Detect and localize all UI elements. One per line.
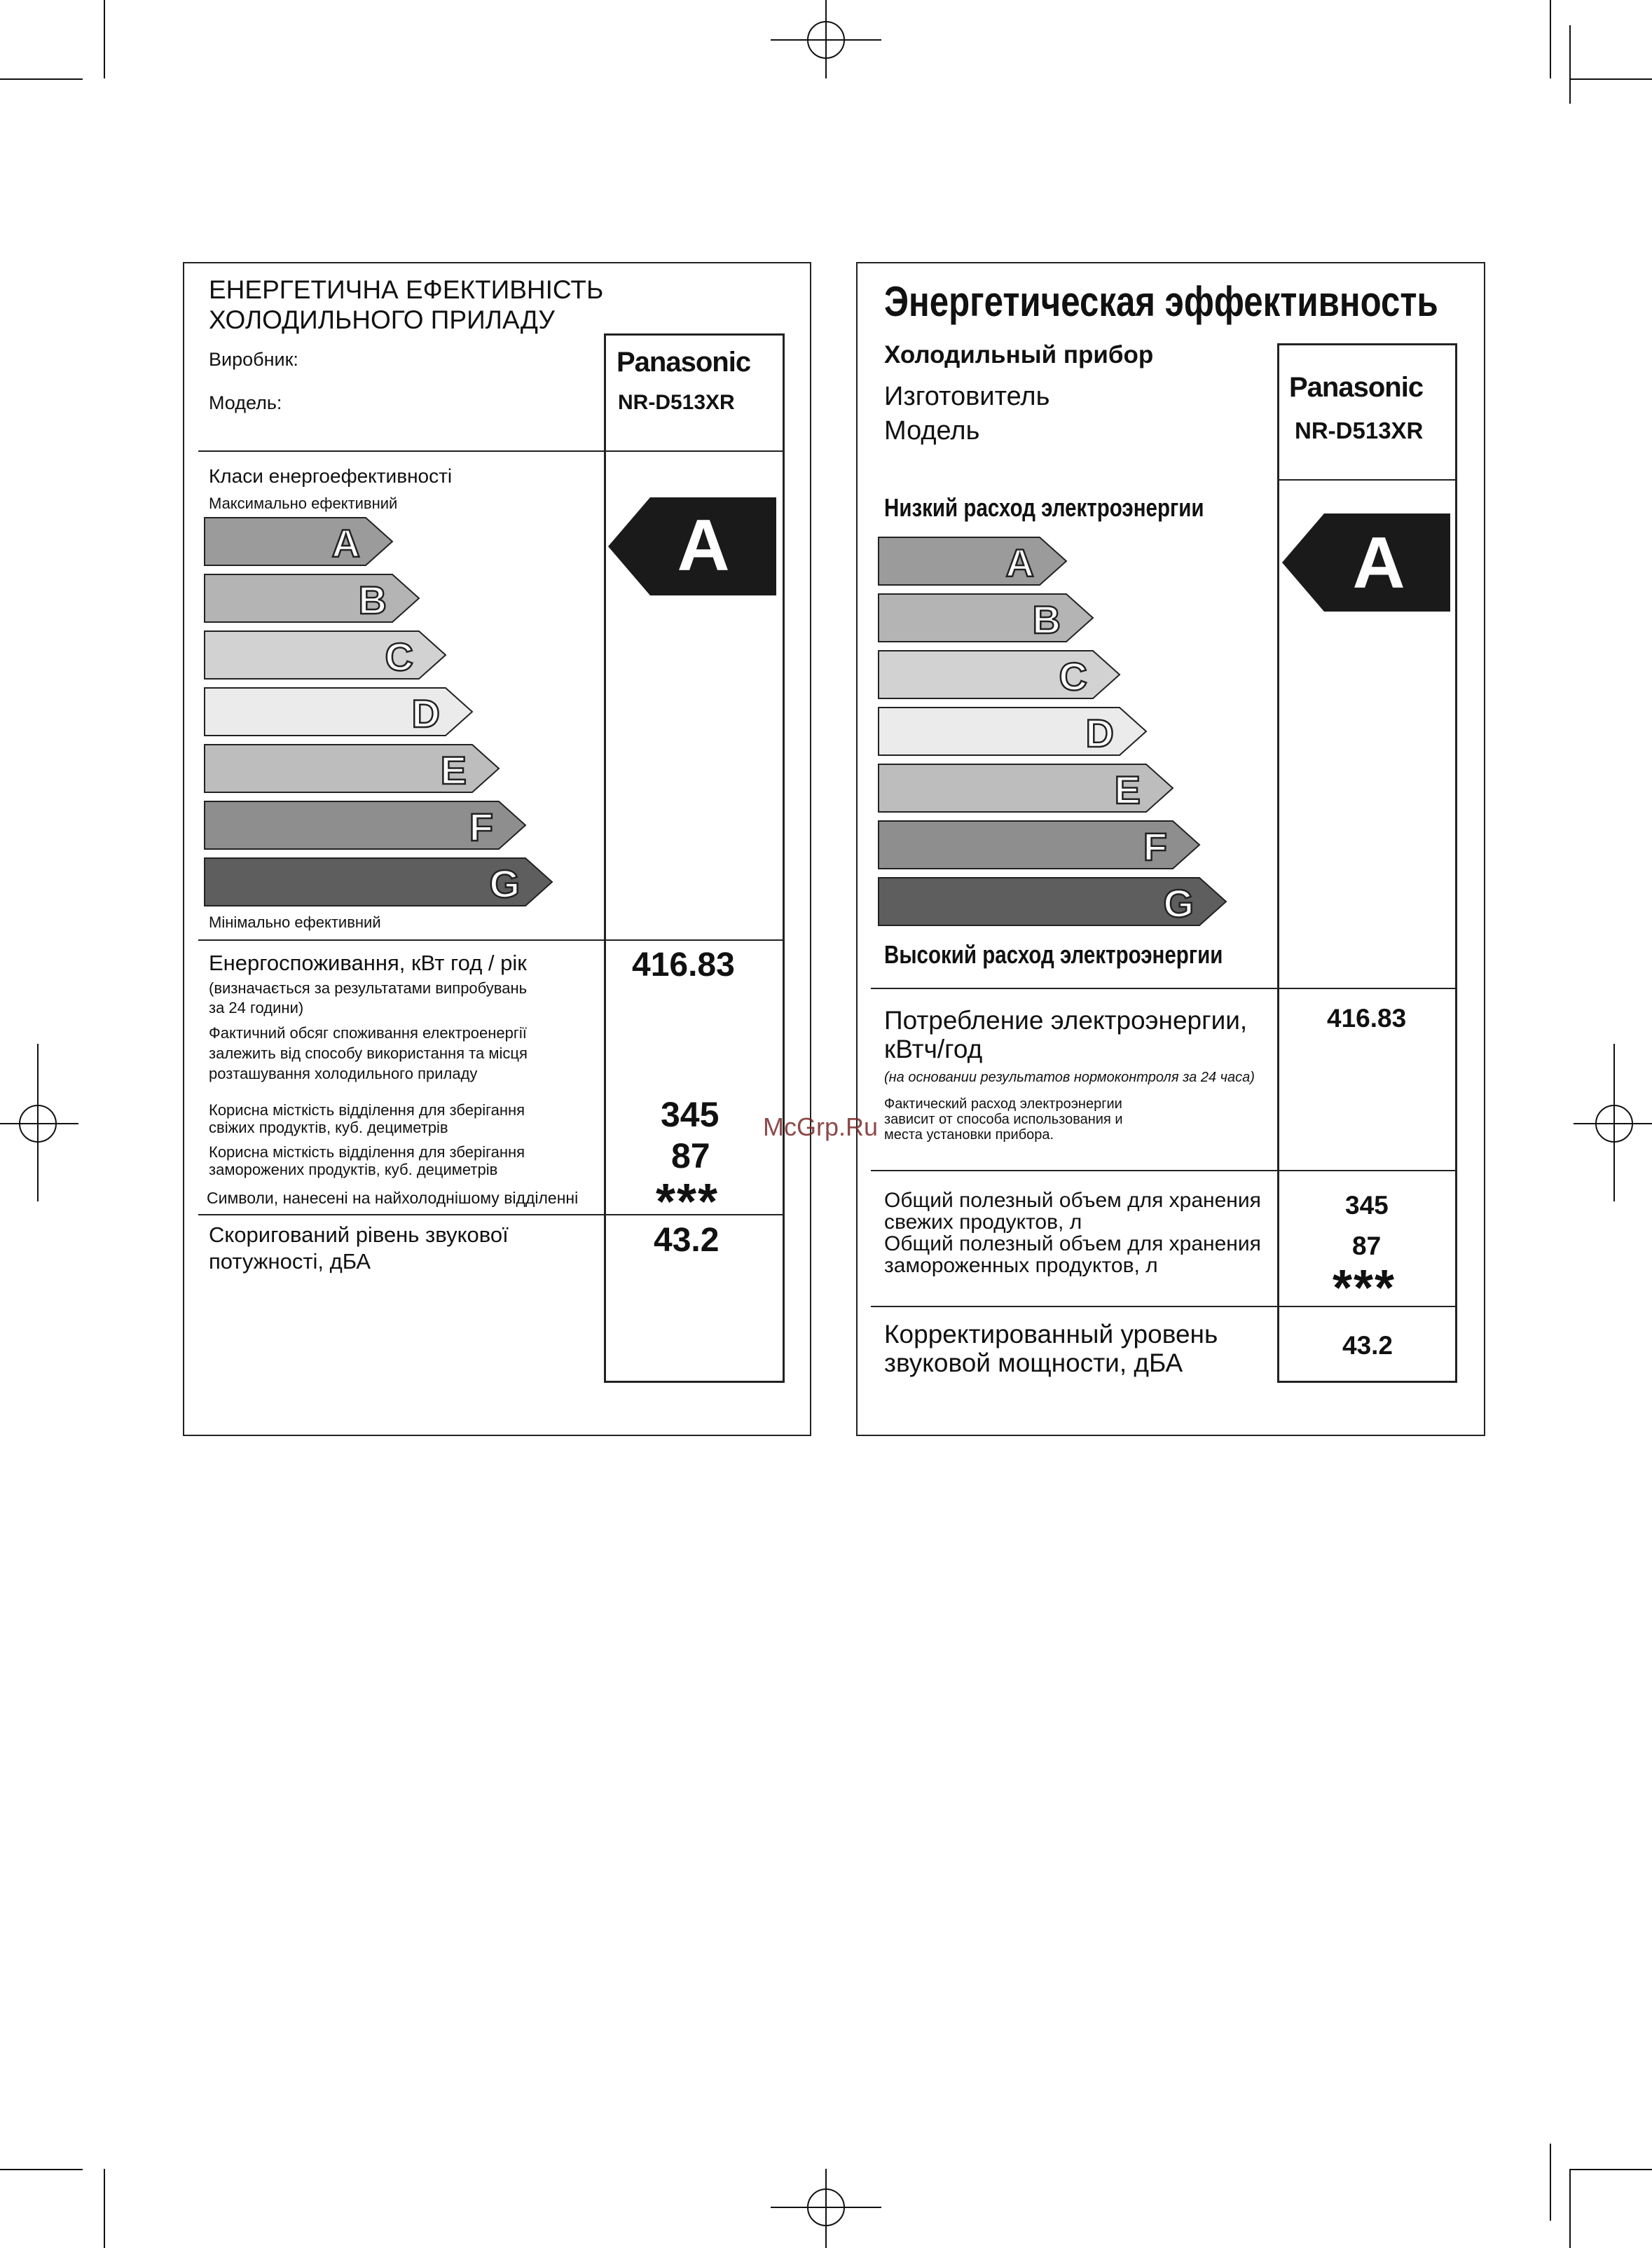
ua-class-bar-a [205,518,392,565]
ua-model-value: NR-D513XR [618,391,735,414]
ua-class-letter-d: D [411,691,440,736]
ua-actual-note1: Фактичний обсяг споживання електроенергії [209,1024,527,1042]
ru-model-value: NR-D513XR [1295,418,1424,443]
ru-divider-1 [1277,479,1457,481]
ru-fresh-value: 345 [1345,1191,1389,1220]
ru-noise-value: 43.2 [1342,1331,1393,1360]
ua-title-line1: ЕНЕРГЕТИЧНА ЕФЕКТИВНІСТЬ [209,275,604,304]
ru-class-arrow-f [879,821,1199,869]
ru-title: Энергетическая эффективность [884,278,1438,325]
ua-divider-1 [198,450,785,452]
ua-class-arrow-f [205,801,525,849]
ua-divider-3 [198,1214,785,1215]
ru-high-consumption: Высокий расход электроэнергии [884,940,1223,969]
ru-energy-value: 416.83 [1327,1004,1407,1033]
watermark: McGrp.Ru [763,1112,879,1141]
ua-class-letter-b: B [358,578,387,622]
ua-stars: *** [656,1174,720,1230]
ua-min-efficient: Мінімально ефективний [209,913,381,931]
ua-classes-title: Класи енергоефективності [209,465,453,487]
ua-energy-value: 416.83 [632,946,735,984]
ua-class-arrow-b [205,574,419,622]
ru-class-letter-d: D [1085,711,1114,755]
ru-fresh-label1: Общий полезный объем для хранения [884,1189,1261,1212]
ua-fresh-label1: Корисна місткість відділення для зберігання [209,1101,525,1119]
ua-title-line2: ХОЛОДИЛЬНОГО ПРИЛАДУ [209,305,555,334]
ua-manufacturer-label: Виробник: [209,349,298,370]
ru-energy-note: (на основании результатов нормоконтроля за 24 часа) [884,1070,1255,1085]
ru-actual-note3: места установки прибора. [884,1127,1054,1143]
ua-class-letter-g: G [489,862,520,906]
ua-energy-note1: (визначається за результатами випробувань [209,979,528,997]
ru-class-arrow-a [879,537,1066,585]
ua-class-bar-b [205,574,419,622]
ru-class-arrow-b [879,594,1093,642]
ua-rating-letter: A [677,505,730,586]
ru-class-arrow-c [879,651,1120,698]
ru-actual-note1: Фактический расход электроэнергии [884,1096,1122,1112]
ua-energy-label: Енергоспоживання, кВт год / рік [209,951,527,975]
ru-class-arrow-d [879,708,1146,755]
ru-brand-logo: Panasonic [1289,372,1424,403]
ua-symbols-label: Символи, нанесені на найхолоднішому відділенні [207,1189,579,1207]
ru-class-letter-a: A [1005,541,1034,585]
ru-divider-3 [871,1170,1457,1171]
ua-frozen-label2: заморожених продуктів, куб. дециметрів [209,1161,498,1178]
ru-actual-note2: зависит от способа использования и [884,1112,1123,1127]
ua-model-label: Модель: [209,392,282,413]
ru-class-letter-c: C [1059,654,1087,698]
ru-fresh-label2: свежих продуктов, л [884,1211,1082,1234]
ua-class-letter-c: C [385,635,413,679]
ru-stars: *** [1333,1260,1396,1316]
ru-noise-label1: Корректированный уровень [884,1320,1218,1349]
ru-frozen-label2: замороженных продуктов, л [884,1254,1158,1277]
ua-class-letter-f: F [469,805,493,849]
ua-class-arrow-g [205,858,552,906]
ru-value-column [1277,343,1457,1383]
ru-class-bar-a [879,537,1066,585]
ua-noise-label2: потужності, дБА [209,1249,371,1274]
ru-frozen-value: 87 [1352,1232,1382,1260]
ru-class-scale [877,535,1269,934]
ru-class-arrow-e [879,764,1173,812]
ru-subtitle: Холодильный прибор [884,341,1154,368]
ru-divider-4 [871,1306,1457,1307]
ua-class-arrow-d [205,688,472,736]
ru-energy-label2: кВтч/год [884,1035,983,1063]
ua-divider-2 [198,939,785,941]
ua-brand-logo: Panasonic [617,347,751,378]
ru-class-letter-e: E [1114,768,1141,812]
ua-actual-note2: залежить від способу використання та місця [209,1044,528,1062]
ru-divider-2 [871,988,1457,989]
ru-frozen-label1: Общий полезный объем для хранения [884,1232,1261,1255]
ua-noise-label1: Скоригований рівень звукової [209,1222,509,1247]
ua-max-efficient: Максимально ефективний [209,495,398,512]
ua-class-letter-a: A [331,521,360,565]
ru-low-consumption: Низкий расход электроэнергии [884,493,1204,522]
ua-noise-value: 43.2 [654,1222,720,1259]
ua-frozen-value: 87 [671,1136,710,1175]
ru-rating-arrow [1282,513,1453,612]
ua-class-arrow-c [205,631,446,679]
ua-rating-arrow [608,497,779,595]
ua-fresh-value: 345 [661,1095,720,1134]
ru-class-letter-f: F [1143,825,1167,869]
ru-noise-label2: звуковой мощности, дБА [884,1349,1183,1377]
ru-manufacturer-label: Изготовитель [884,382,1050,411]
ru-class-bar-b [879,594,1093,642]
ru-class-letter-b: B [1032,598,1061,642]
ru-class-letter-g: G [1163,881,1194,925]
ru-rating-letter: A [1352,523,1405,604]
ru-model-label: Модель [884,416,980,446]
ua-frozen-label1: Корисна місткість відділення для зберігання [209,1143,525,1161]
ua-actual-note3: розташування холодильного приладу [209,1065,478,1082]
ua-energy-note2: за 24 години) [209,999,304,1016]
ua-class-letter-e: E [440,748,467,792]
ua-class-scale [203,515,581,914]
ru-class-arrow-g [879,878,1226,925]
ru-energy-label1: Потребление электроэнергии, [884,1006,1248,1035]
ua-class-arrow-e [205,745,499,792]
ua-class-arrow-a [205,518,392,565]
ua-fresh-label2: свіжих продуктів, куб. дециметрів [209,1119,448,1136]
